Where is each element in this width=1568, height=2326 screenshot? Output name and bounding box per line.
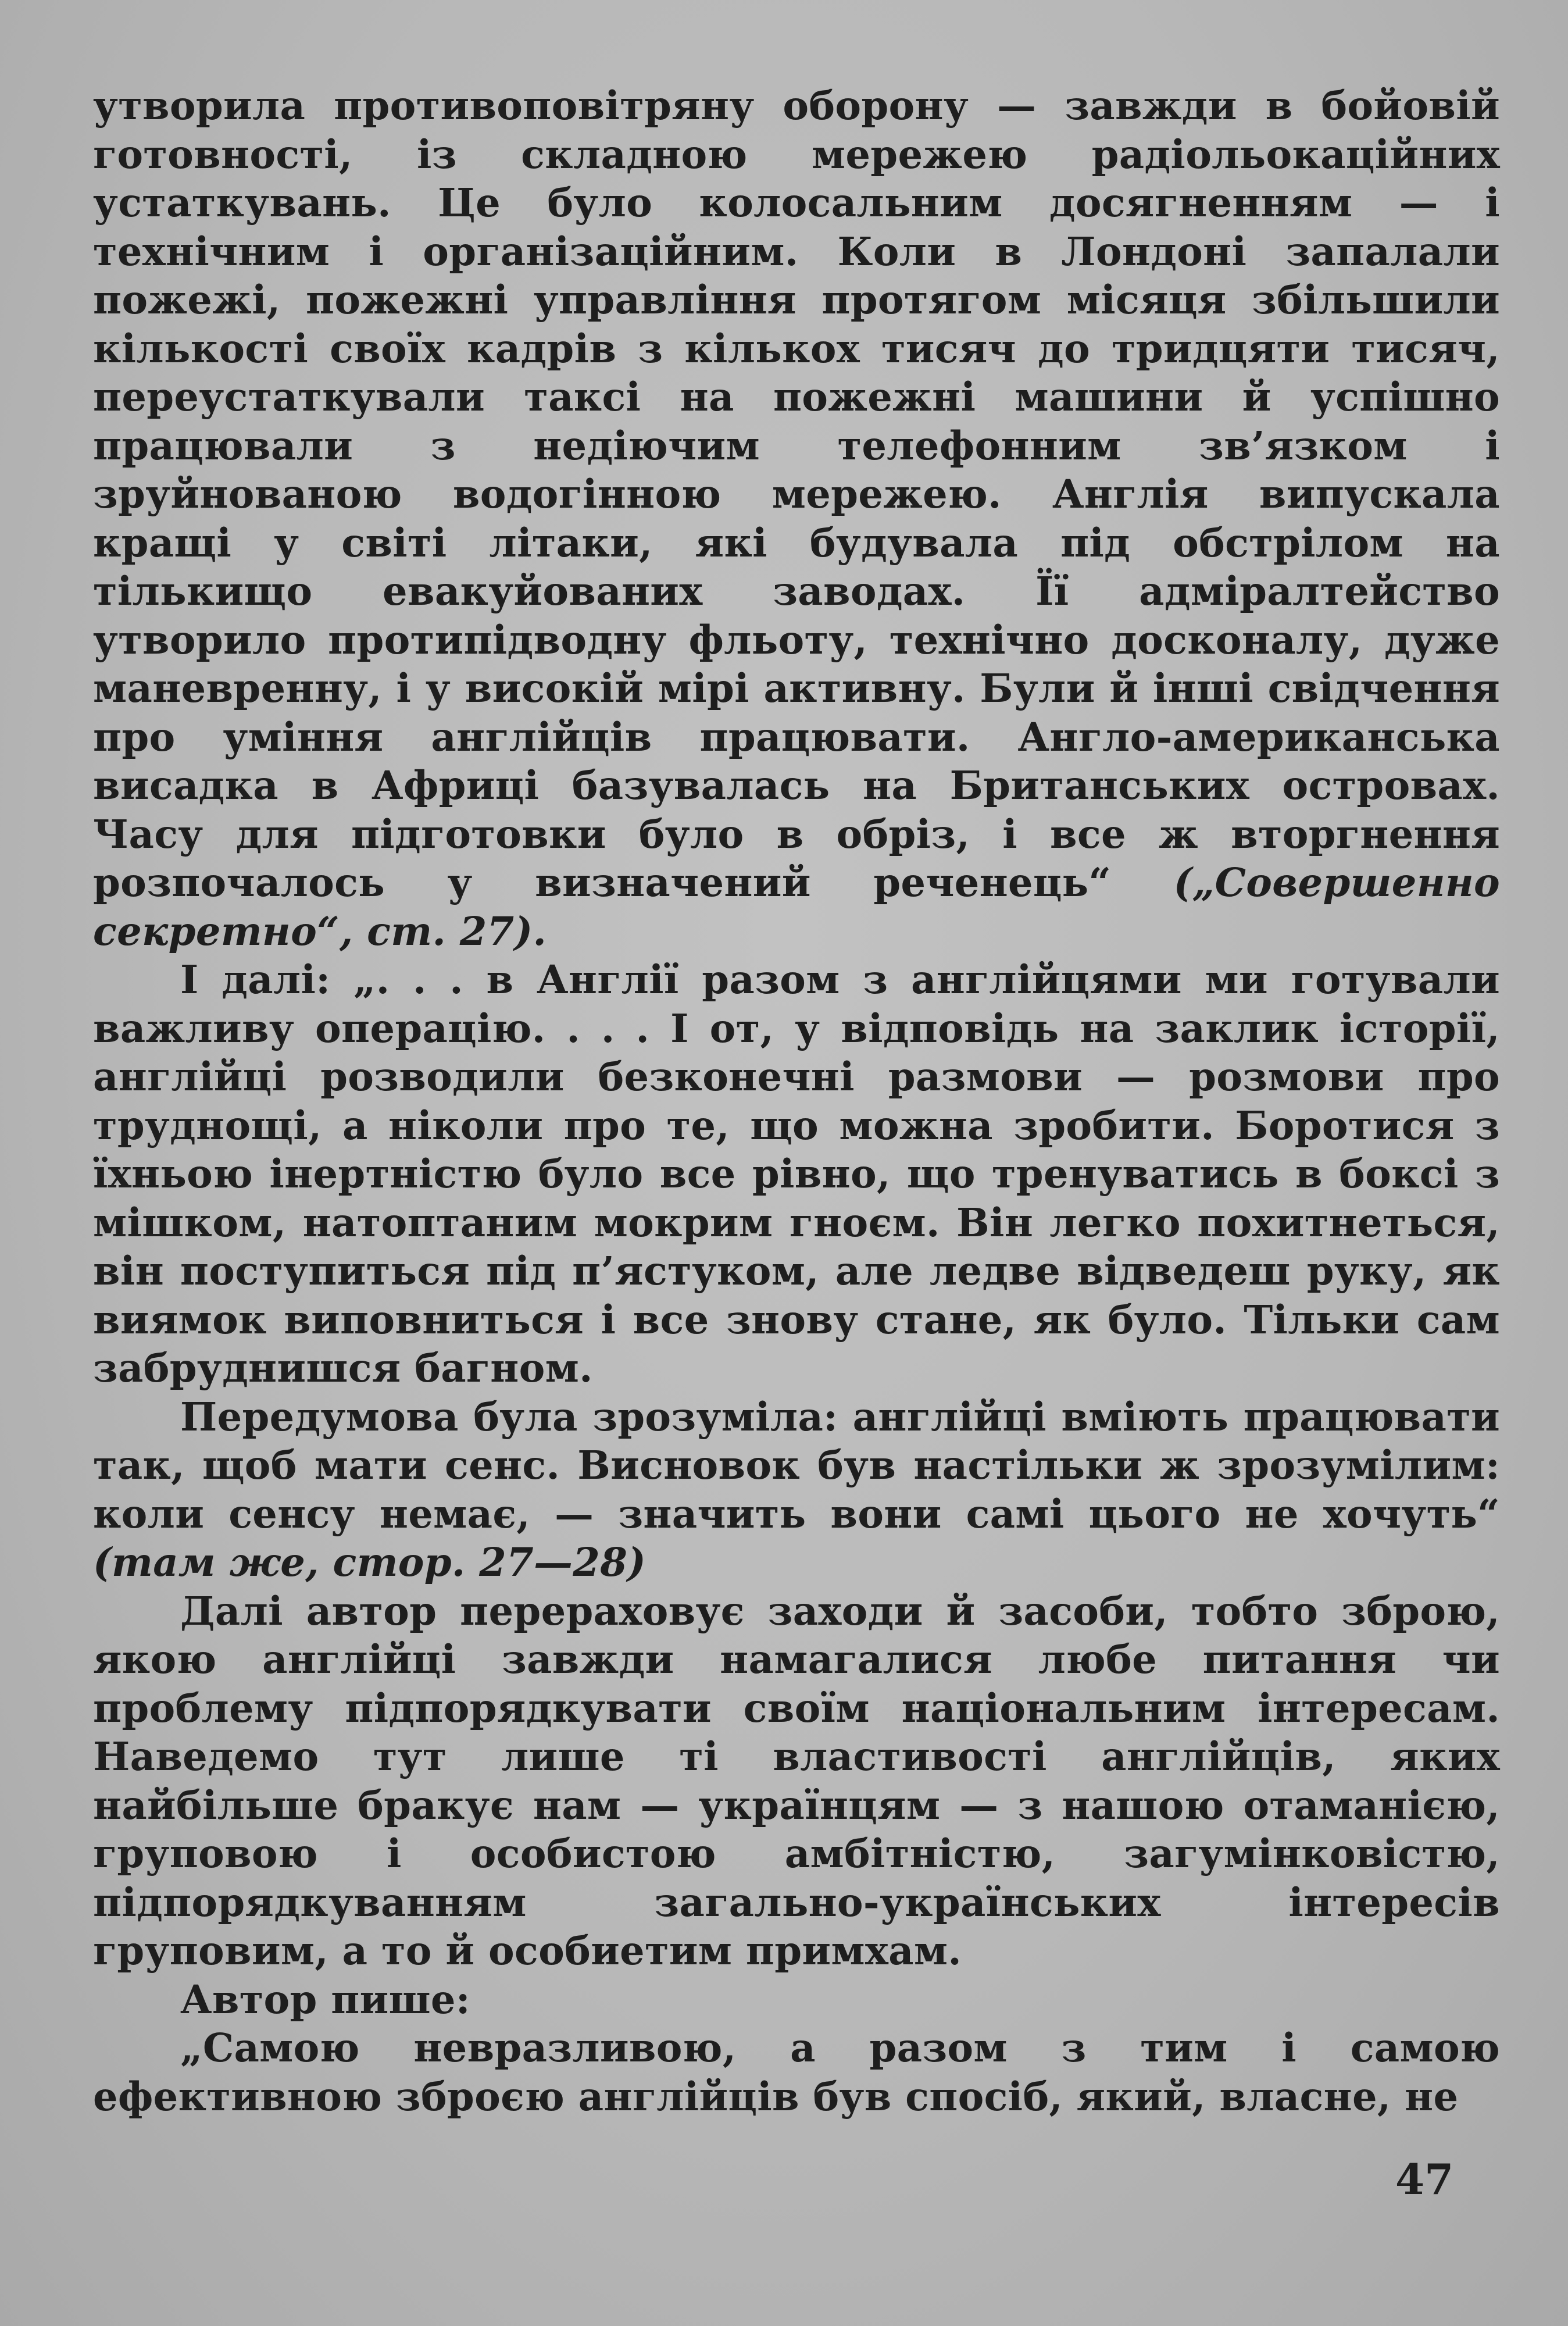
citation-tam-zhe: (там же, стор. 27—28) <box>93 1539 647 1585</box>
paragraph-4-text: Далі автор перераховує заходи й засоби, тобто зброю, якою англійці завжди намагалися любе питання чи проблему підпорядкувати своїм національним інтересам. Наведемо тут лише ті властивості англійців, яких найбільше бракує нам — українцям — з нашою отаманією, груповою і особистою амбітністю, загумінковістю, підпорядкуванням загально-українських інтересів груповим, а то й особиетим примхам. <box>93 1587 1500 1974</box>
paragraph-6-text: „Самою невразливою, а разом з тим і самою ефективною зброєю англійців був спосіб, який, власне, не <box>93 2025 1500 2120</box>
paragraph-1-text: утворила противоповітряну оборону — завжди в бойовій готовності, із складною мережею радіольокаційних устаткувань. Це було колосальним досягненням — і технічним і організаційним. Коли в Лондоні запалали пожежі, пожежні управління протягом місяця збільшили кількості своїх кадрів з кількох тисяч до тридцяти тисяч, переустаткували таксі на пожежні машини й успішно працювали з недіючим телефонним зв’язком і зруйнованою водогінною мережею. Англія випускала кращі у світі літаки, які будувала під обстрілом на тількищо евакуйованих заводах. Її адміралтейство утворило протипідводну фльоту, технічно досконалу, дуже маневренну, і у високій мірі активну. Були й інші свідчення про уміння англійців працювати. Англо-американська висадка в Африці базувалась на Британських островах. Часу для підготовки було в обріз, і все ж вторгнення розпочалось у визначений реченець“ <box>93 83 1500 905</box>
paragraph-2-text: І далі: „. . . в Англії разом з англійцями ми готували важливу операцію. . . . І от, у відповідь на заклик історії, англійці розводили безконечні размови — розмови про труднощі, а ніколи про те, що можна зробити. Боротися з їхньою інертністю було все рівно, що тренуватись в боксі з мішком, натоптаним мокрим гноєм. Він легко похитнеться, він поступиться під п’ястуком, але ледве відведеш руку, як виямок виповниться і все знову стане, як було. Тільки сам забруднишся багном. <box>93 957 1500 1391</box>
page-number: 47 <box>1395 2154 1454 2204</box>
paragraph-4 <box>93 1587 1500 1975</box>
paragraph-3 <box>93 1393 1500 1587</box>
paragraph-3-text: Передумова була зрозуміла: англійці вміють працювати так, щоб мати сенс. Висновок був настільки ж зрозумілим: коли сенсу немає, — значить вони самі цього не хочуть“ <box>93 1393 1500 1537</box>
citation-sovershenno-sekretno: („Совершенно секретно“, ст. 27). <box>93 859 1500 954</box>
text-body <box>93 81 1500 2121</box>
paragraph-6 <box>93 2024 1500 2121</box>
paragraph-1 <box>93 81 1500 955</box>
paragraph-2 <box>93 955 1500 1393</box>
paragraph-5-text: Автор пише: <box>180 1976 470 2022</box>
paragraph-5 <box>93 1975 1500 2024</box>
